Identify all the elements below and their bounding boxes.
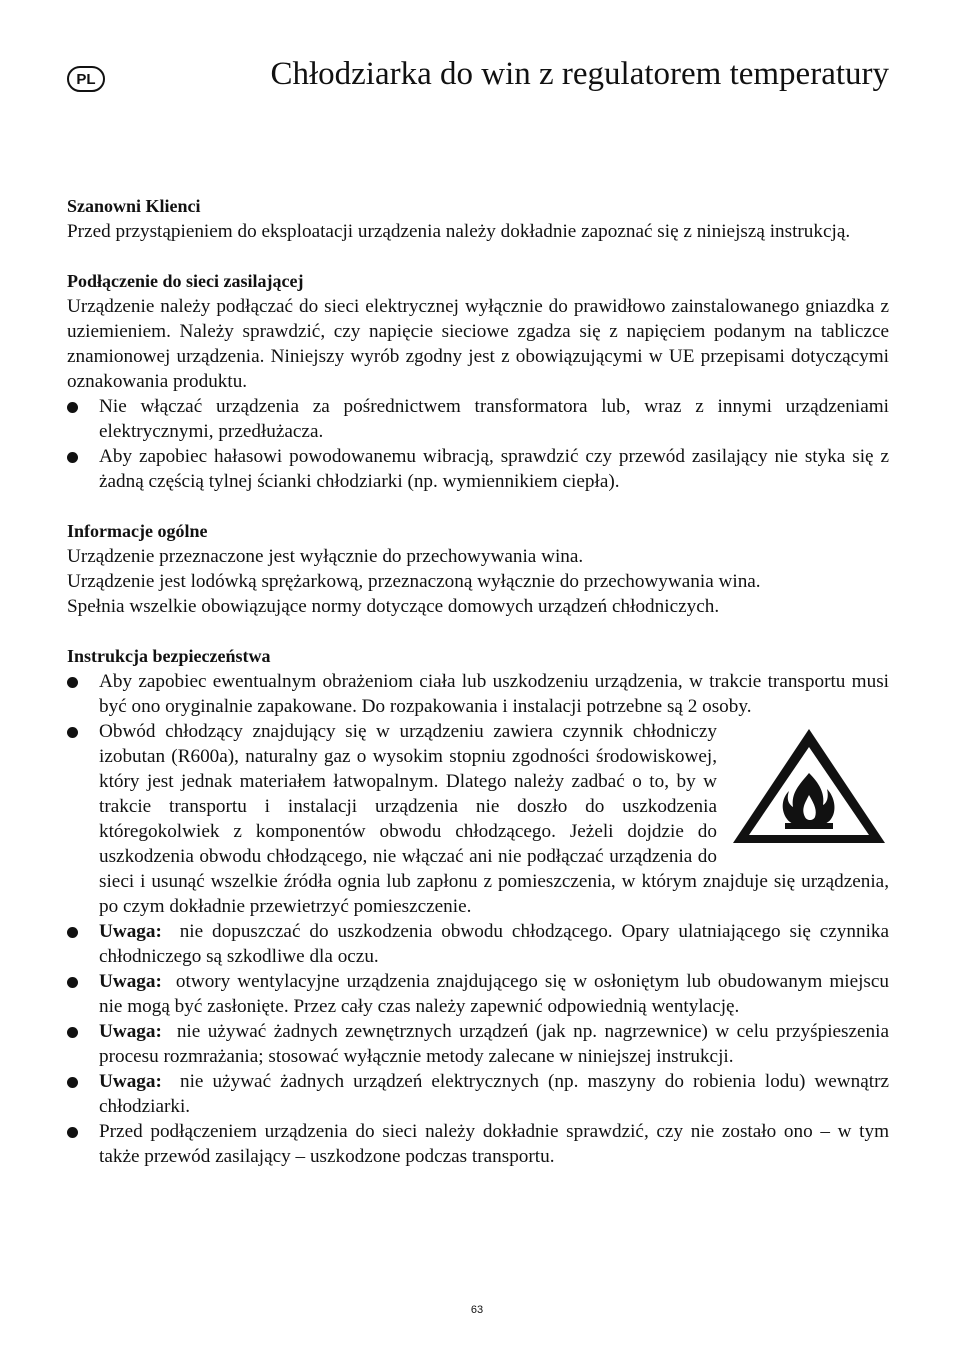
bullet-item — [67, 1069, 889, 1119]
section-heading: Instrukcja bezpieczeństwa — [67, 646, 271, 666]
flammable-warning-icon — [729, 725, 889, 847]
bullet-item — [67, 919, 889, 969]
warning-label: Uwaga: — [99, 1021, 162, 1042]
bullet-text: nie dopuszczać do uszkodzenia obwodu chłodzącego. Opary ulatniającego się czynnika chłodniczego są szkodliwe dla oczu. — [99, 921, 890, 967]
bullet-dot-icon — [67, 927, 78, 938]
bullet-text: Obwód chłodzący znajdujący się w urządzeniu zawiera czynnik chłodniczy izobutan (R600a), naturalny gaz o wysokim stopniu zgodności środowiskowej, który jest jednak materiałem łatwopalnym. Dlatego należy zadbać o to, by w trakcie transportu i instalacji urządzenia nie doszło do uszkodzenia któregokolwiek z komponentów obwodu chłodzącego. Jeżeli dojdzie do uszkodzenia obwodu chłodzącego, nie włączać ani nie podłączać urządzenia do sieci i usunąć wszelkie źródła ognia lub zapłonu z pomieszczenia, w którym znajduje się urządzenia, po czym dokładnie przewietrzyć pomieszczenie. — [99, 721, 889, 917]
section-heading: Informacje ogólne — [67, 521, 208, 541]
bullet-item — [67, 444, 889, 494]
bullet-item — [67, 1019, 889, 1069]
section-safety — [67, 644, 889, 1169]
language-badge: PL — [67, 66, 105, 92]
paragraph-line: Urządzenie jest lodówką sprężarkową, przeznaczoną wyłącznie do przechowywania wina. — [67, 571, 761, 592]
paragraph-line: Urządzenie przeznaczone jest wyłącznie do przechowywania wina. — [67, 546, 584, 567]
bullet-dot-icon — [67, 1127, 78, 1138]
document-body — [67, 194, 889, 1194]
bullet-item — [67, 394, 889, 444]
bullet-dot-icon — [67, 452, 78, 463]
bullet-item — [67, 1119, 889, 1169]
bullet-text: Przed podłączeniem urządzenia do sieci należy dokładnie sprawdzić, czy nie zostało ono – w tym także przewód zasilający – uszkodzone podczas transportu. — [99, 1121, 889, 1167]
paragraph: Urządzenie należy podłączać do sieci elektrycznej wyłącznie do prawidłowo zainstalowanego gniazdka z uziemieniem. Należy sprawdzić, czy napięcie sieciowe zgadza się z napięciem podanym na tabliczce znamionowej urządzenia. Niniejszy wyrób zgodny jest z obowiązującymi w UE przepisami dotyczącymi oznakowania produktu. — [67, 296, 889, 392]
page-title: Chłodziarka do win z regulatorem temperatury — [270, 56, 889, 92]
bullet-dot-icon — [67, 677, 78, 688]
bullet-text: Aby zapobiec ewentualnym obrażeniom ciała lub uszkodzeniu urządzenia, w trakcie transportu musi być ono oryginalnie zapakowane. Do rozpakowania i instalacji potrzebne są 2 osoby. — [99, 671, 889, 717]
warning-label: Uwaga: — [99, 971, 162, 992]
bullet-text: nie używać żadnych urządzeń elektrycznych (np. maszyny do robienia lodu) wewnątrz chłodziarki. — [99, 1071, 890, 1117]
bullet-text: Nie włączać urządzenia za pośrednictwem transformatora lub, wraz z innymi urządzeniami elektrycznymi, przedłużacza. — [99, 396, 889, 442]
bullet-item — [67, 969, 889, 1019]
section-heading: Szanowni Klienci — [67, 196, 201, 216]
warning-label: Uwaga: — [99, 921, 162, 942]
bullet-text: Aby zapobiec hałasowi powodowanemu wibracją, sprawdzić czy przewód zasilający nie styka się z żadną częścią tylnej ścianki chłodziarki (np. wymiennikiem ciepła). — [99, 446, 889, 492]
bullet-text: nie używać żadnych zewnętrznych urządzeń (jak np. nagrzewnice) w celu przyśpieszenia procesu rozmrażania; stosować wyłącznie metody zalecane w niniejszej instrukcji. — [99, 1021, 889, 1067]
bullet-dot-icon — [67, 1027, 78, 1038]
bullet-text: otwory wentylacyjne urządzenia znajdującego się w osłoniętym lub obudowanym miejscu nie mogą być zasłonięte. Przez cały czas należy zapewnić odpowiednią wentylację. — [99, 971, 889, 1017]
paragraph-line: Spełnia wszelkie obowiązujące normy dotyczące domowych urządzeń chłodniczych. — [67, 596, 720, 617]
bullet-item — [67, 669, 889, 719]
bullet-dot-icon — [67, 402, 78, 413]
bullet-dot-icon — [67, 1077, 78, 1088]
page-number: 63 — [470, 1304, 484, 1316]
section-heading: Podłączenie do sieci zasilającej — [67, 271, 304, 291]
section-power — [67, 269, 889, 494]
bullet-item — [67, 719, 889, 919]
paragraph: Przed przystąpieniem do eksploatacji urządzenia należy dokładnie zapoznać się z niniejszą instrukcją. — [67, 221, 851, 242]
section-general — [67, 519, 889, 619]
bullet-dot-icon — [67, 727, 78, 738]
warning-label: Uwaga: — [99, 1071, 162, 1092]
bullet-dot-icon — [67, 977, 78, 988]
section-customers — [67, 194, 889, 244]
